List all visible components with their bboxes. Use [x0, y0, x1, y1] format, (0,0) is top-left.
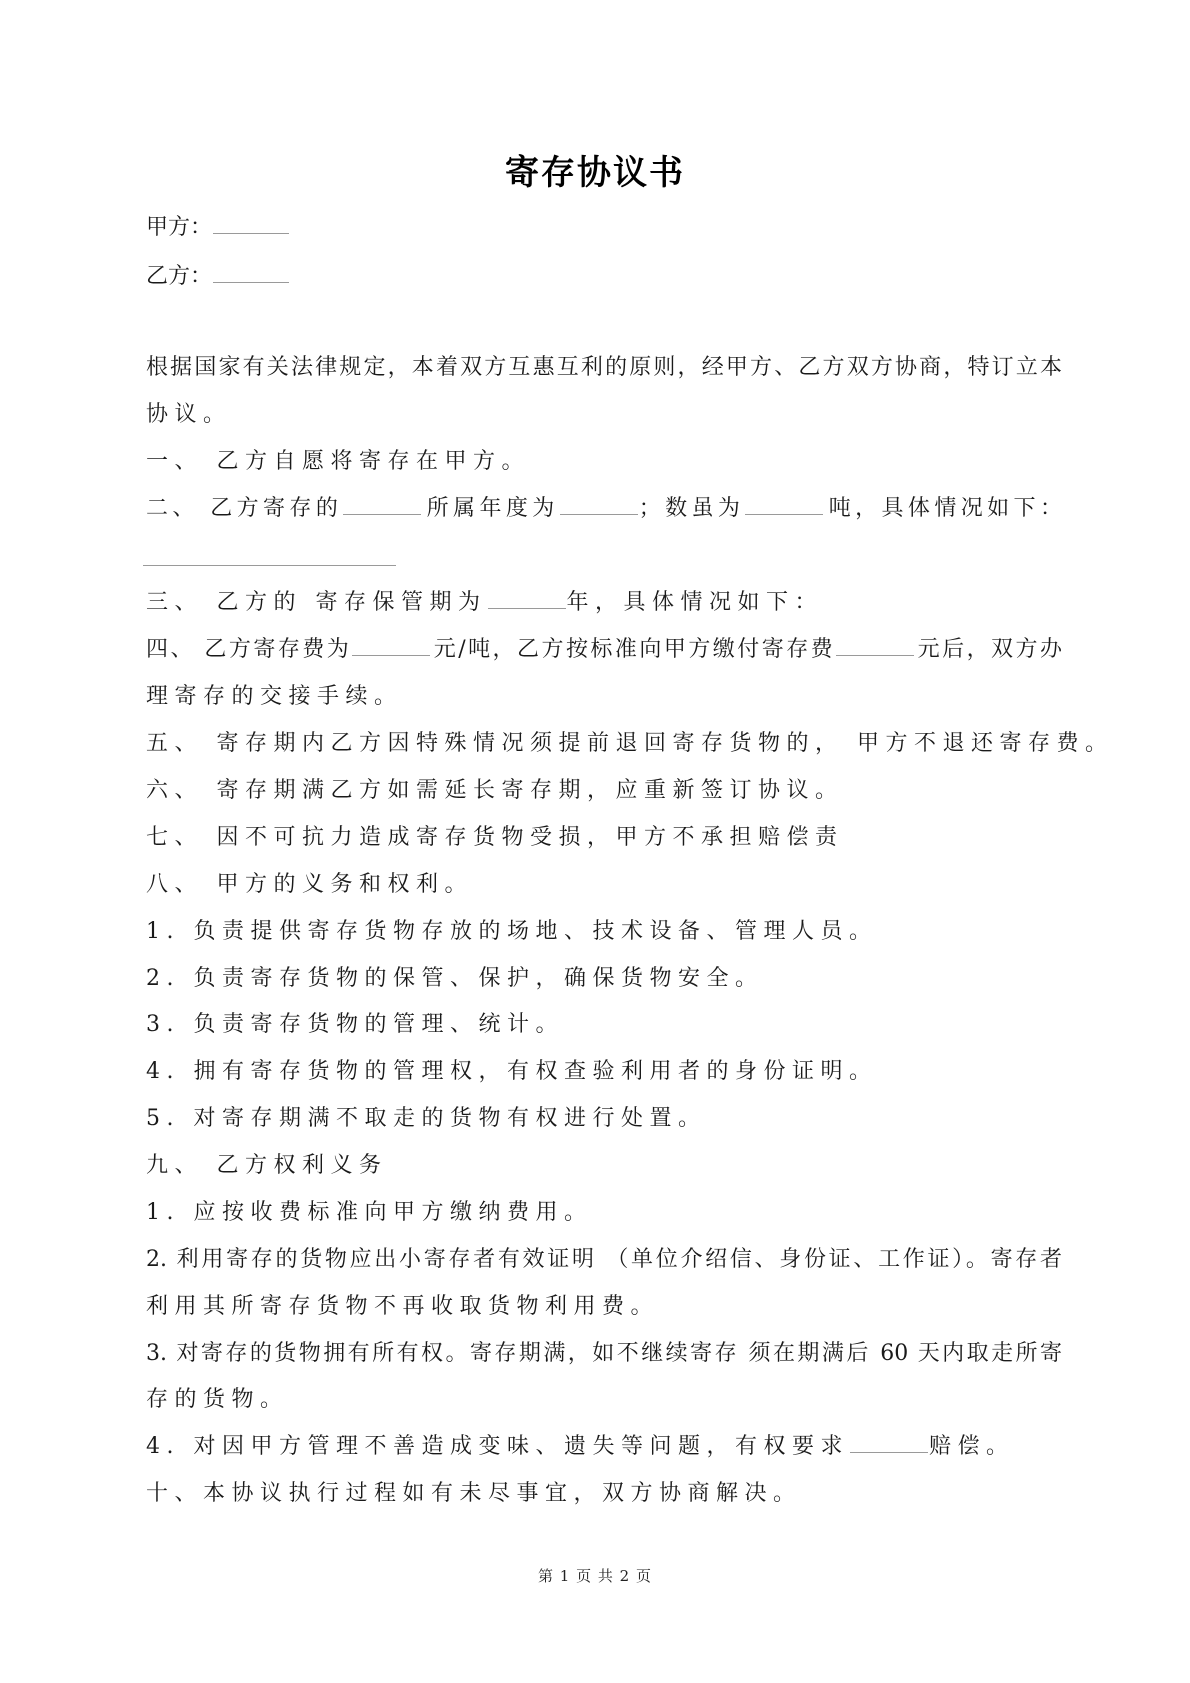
- clause-3: [146, 586, 1062, 620]
- clause-10: 十、本协议执行过程如有未尽事宜，双方协商解决。: [146, 1481, 802, 1506]
- clause-8-item-3: 3. 负责寄存货物的管理、统计。: [146, 1012, 564, 1037]
- party-a-line: [146, 211, 1062, 245]
- party-a-label: 甲方：: [146, 215, 213, 240]
- preamble-line-2: 协议。: [146, 402, 232, 427]
- clause-4-fee-blank[interactable]: [836, 635, 914, 656]
- clause-2-quantity-blank[interactable]: [745, 494, 823, 515]
- clause-9-item-3: 3. 对寄存的货物拥有所有权。寄存期满，如不继续寄存 须在期满后 60 天内取走所寄: [146, 1341, 1062, 1366]
- clause-9-item-2-continued: 利用其所寄存货物不再收取货物利用费。: [146, 1294, 660, 1319]
- clause-3-part-1: 三、 乙方的 寄存保管期为: [146, 590, 487, 615]
- clause-4-part-1: 四、 乙方寄存费为: [146, 637, 352, 662]
- clause-4-part-2: 元/吨，乙方按标准向甲方缴付寄存费: [431, 637, 836, 662]
- clause-2-part-4: 吨，具体情况如下：: [824, 496, 1062, 521]
- clause-3-years-blank[interactable]: [488, 588, 566, 609]
- clause-2-part-2: 所属年度为: [422, 496, 559, 521]
- clause-4: [146, 633, 1062, 667]
- clause-8-item-5: 5. 对寄存期满不取走的货物有权进行处置。: [146, 1106, 707, 1131]
- clause-7: 七、 因不可抗力造成寄存货物受损，甲方不承担赔偿责: [146, 825, 844, 850]
- clause-9-item-4: [146, 1430, 1062, 1464]
- clause-8-item-2: 2. 负责寄存货物的保管、保护，确保货物安全。: [146, 966, 764, 991]
- clause-4-rate-blank[interactable]: [352, 635, 430, 656]
- clause-9-item-4-part-2: 赔偿。: [929, 1434, 1015, 1459]
- clause-4-continued: 理寄存的交接手续。: [146, 684, 403, 709]
- clause-8-heading: 八、 甲方的义务和权利。: [146, 872, 473, 897]
- party-b-blank[interactable]: [213, 262, 289, 283]
- clause-2-details-blank[interactable]: [143, 565, 396, 566]
- clause-3-part-2: 年，具体情况如下：: [566, 590, 824, 615]
- clause-9-item-3-continued: 存的货物。: [146, 1387, 289, 1412]
- party-b-label: 乙方：: [146, 264, 213, 289]
- clause-2-part-1: 二、 乙方寄存的: [146, 496, 343, 521]
- clause-2-part-3: ；数虽为: [638, 496, 745, 521]
- clause-6: 六、 寄存期满乙方如需延长寄存期，应重新签订协议。: [146, 778, 844, 803]
- preamble-line-1: 根据国家有关法律规定，本着双方互惠互利的原则，经甲方、乙方双方协商，特订立本: [146, 355, 1062, 380]
- clause-2-year-blank[interactable]: [560, 494, 638, 515]
- clause-5: 五、 寄存期内乙方因特殊情况须提前退回寄存货物的， 甲方不退还寄存费。: [146, 731, 1114, 756]
- clause-2: [146, 492, 1062, 526]
- page-number-footer: 第 1 页 共 2 页: [538, 1567, 652, 1585]
- clause-8-item-1: 1. 负责提供寄存货物存放的场地、技术设备、管理人员。: [146, 919, 878, 944]
- clause-1: 一、 乙方自愿将寄存在甲方。: [146, 449, 530, 474]
- clause-2-item-blank[interactable]: [343, 494, 421, 515]
- document-title: 寄存协议书: [505, 153, 685, 193]
- clause-9-heading: 九、 乙方权利义务: [146, 1153, 388, 1178]
- clause-9-compensation-blank[interactable]: [850, 1432, 928, 1453]
- clause-9-item-4-part-1: 4. 对因甲方管理不善造成变味、遗失等问题，有权要求: [146, 1434, 849, 1459]
- clause-8-item-4: 4. 拥有寄存货物的管理权，有权查验利用者的身份证明。: [146, 1059, 878, 1084]
- party-b-line: [146, 260, 1062, 294]
- party-a-blank[interactable]: [213, 213, 289, 234]
- clause-9-item-1: 1. 应按收费标准向甲方缴纳费用。: [146, 1200, 593, 1225]
- clause-4-part-3: 元后，双方办: [915, 637, 1062, 662]
- clause-9-item-2: 2. 利用寄存的货物应出小寄存者有效证明 （单位介绍信、身份证、工作证）。寄存者: [146, 1247, 1062, 1272]
